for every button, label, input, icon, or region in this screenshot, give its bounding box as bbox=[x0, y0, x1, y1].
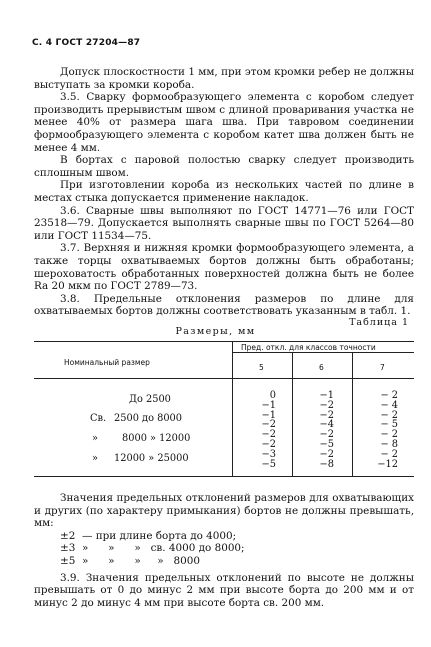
list-item-text: » » » св. 4000 до 8000; bbox=[82, 542, 245, 555]
paragraph: 3.5. Сварку формообразующего элемента с коробом следует производить прерывистым швом с длиной проваривания участка не менее 40% от размера шага шва. При тавровом соединении формообразующего элемента с коробом катет шва должен быть не менее 4 мм. bbox=[34, 91, 414, 154]
cell-value: −2 bbox=[261, 419, 276, 431]
col-header-nominal: Номинальный размер bbox=[64, 358, 150, 367]
cell-value: −8 bbox=[319, 458, 334, 470]
cell-value: −12 bbox=[377, 458, 398, 470]
col-header-class-5: 5 bbox=[259, 363, 264, 372]
col-header-class-7: 7 bbox=[380, 363, 385, 372]
cell-value: − 2 bbox=[380, 409, 398, 421]
cell-value: −1 bbox=[319, 390, 334, 401]
table-header-rule bbox=[34, 378, 414, 379]
cell-value: −2 bbox=[319, 399, 334, 411]
table-subheader-rule bbox=[232, 352, 414, 353]
table-caption: Таблица 1 bbox=[349, 317, 409, 328]
table-top-rule bbox=[34, 341, 414, 342]
row-label: 2500 до 8000 bbox=[114, 413, 183, 424]
cell-value: −2 bbox=[319, 448, 334, 460]
cell-value: − 5 bbox=[380, 419, 398, 431]
cell-value: 0 bbox=[269, 390, 276, 401]
row-label-prefix: » bbox=[92, 453, 98, 464]
cell-value: −4 bbox=[319, 419, 334, 431]
row-label-prefix: » bbox=[92, 433, 98, 444]
cell-value: − 2 bbox=[380, 429, 398, 441]
list-item-value: ±5 bbox=[60, 554, 76, 567]
list-item-value: ±3 bbox=[60, 542, 76, 555]
table-divider bbox=[232, 341, 233, 476]
cell-value: −1 bbox=[261, 409, 276, 421]
cell-value: −2 bbox=[261, 438, 276, 450]
row-label: 12000 » 25000 bbox=[114, 453, 189, 464]
cell-value: − 4 bbox=[380, 399, 398, 411]
table-divider bbox=[352, 352, 353, 476]
cell-value: − 2 bbox=[380, 448, 398, 460]
paragraph: Значения предельных отклонений размеров для охватывающих и других (по характеру примыкания) бортов не должны превышать, мм: bbox=[34, 492, 414, 530]
list-item-text: — при длине борта до 4000; bbox=[82, 529, 237, 542]
cell-value: −1 bbox=[261, 399, 276, 411]
paragraph: 3.7. Верхняя и нижняя кромки формообразующего элемента, а также торцы охватываемых бортов должны быть обработаны; шероховатость обработанных поверхностей должна быть не более Ra 20 мкм по ГОСТ 2789—73. bbox=[34, 242, 414, 293]
list-item bbox=[60, 530, 414, 543]
table-divider bbox=[292, 352, 293, 476]
cell-value: − 2 bbox=[380, 390, 398, 401]
paragraph: Допуск плоскостности 1 мм, при этом кромки ребер не должны выступать за кромки короба. bbox=[34, 66, 414, 91]
tolerance-list bbox=[34, 530, 414, 568]
body-top bbox=[34, 66, 414, 318]
cell-value: − 8 bbox=[380, 438, 398, 450]
row-label: 8000 » 12000 bbox=[122, 433, 191, 444]
list-item bbox=[60, 555, 414, 568]
cell-value: −2 bbox=[261, 429, 276, 441]
table-bottom-rule bbox=[34, 476, 414, 477]
col-header-class-6: 6 bbox=[319, 363, 324, 372]
col-class-7 bbox=[368, 391, 398, 469]
paragraph: 3.9. Значения предельных отклонений по высоте не должны превышать от 0 до минус 2 мм при высоте борта до 200 мм и от минус 2 до минус 4 мм при высоте борта св. 200 мм. bbox=[34, 571, 414, 609]
col-class-6 bbox=[314, 391, 334, 469]
paragraph: При изготовлении короба из нескольких частей по длине в местах стыка допускается применение накладок. bbox=[34, 179, 414, 204]
page-header: С. 4 ГОСТ 27204—87 bbox=[32, 38, 141, 48]
cell-value: −3 bbox=[261, 448, 276, 460]
row-label-prefix: Св. bbox=[90, 413, 107, 424]
cell-value: −5 bbox=[319, 438, 334, 450]
cell-value: −2 bbox=[319, 409, 334, 421]
cell-value: −5 bbox=[261, 458, 276, 470]
paragraph: 3.6. Сварные швы выполняют по ГОСТ 14771—76 или ГОСТ 23518—79. Допускается выполнять сварные швы по ГОСТ 5264—80 или ГОСТ 11534—75. bbox=[34, 204, 414, 242]
table-title: Размеры, мм bbox=[175, 326, 256, 337]
col-class-5 bbox=[256, 391, 276, 469]
dimensions-table bbox=[34, 338, 414, 483]
cell-value: −2 bbox=[319, 429, 334, 441]
list-item-value: ±2 bbox=[60, 529, 76, 542]
paragraph: В бортах с паровой полостью сварку следует производить сплошным швом. bbox=[34, 154, 414, 179]
col-header-group: Пред. откл. для классов точности bbox=[241, 343, 376, 352]
body-bottom bbox=[34, 492, 414, 609]
paragraph: 3.8. Предельные отклонения размеров по длине для охватываемых бортов должны соответствовать указанным в табл. 1. bbox=[34, 292, 414, 318]
row-label: До 2500 bbox=[129, 394, 171, 405]
list-item-text: » » » » 8000 bbox=[82, 554, 200, 567]
list-item bbox=[60, 542, 414, 555]
